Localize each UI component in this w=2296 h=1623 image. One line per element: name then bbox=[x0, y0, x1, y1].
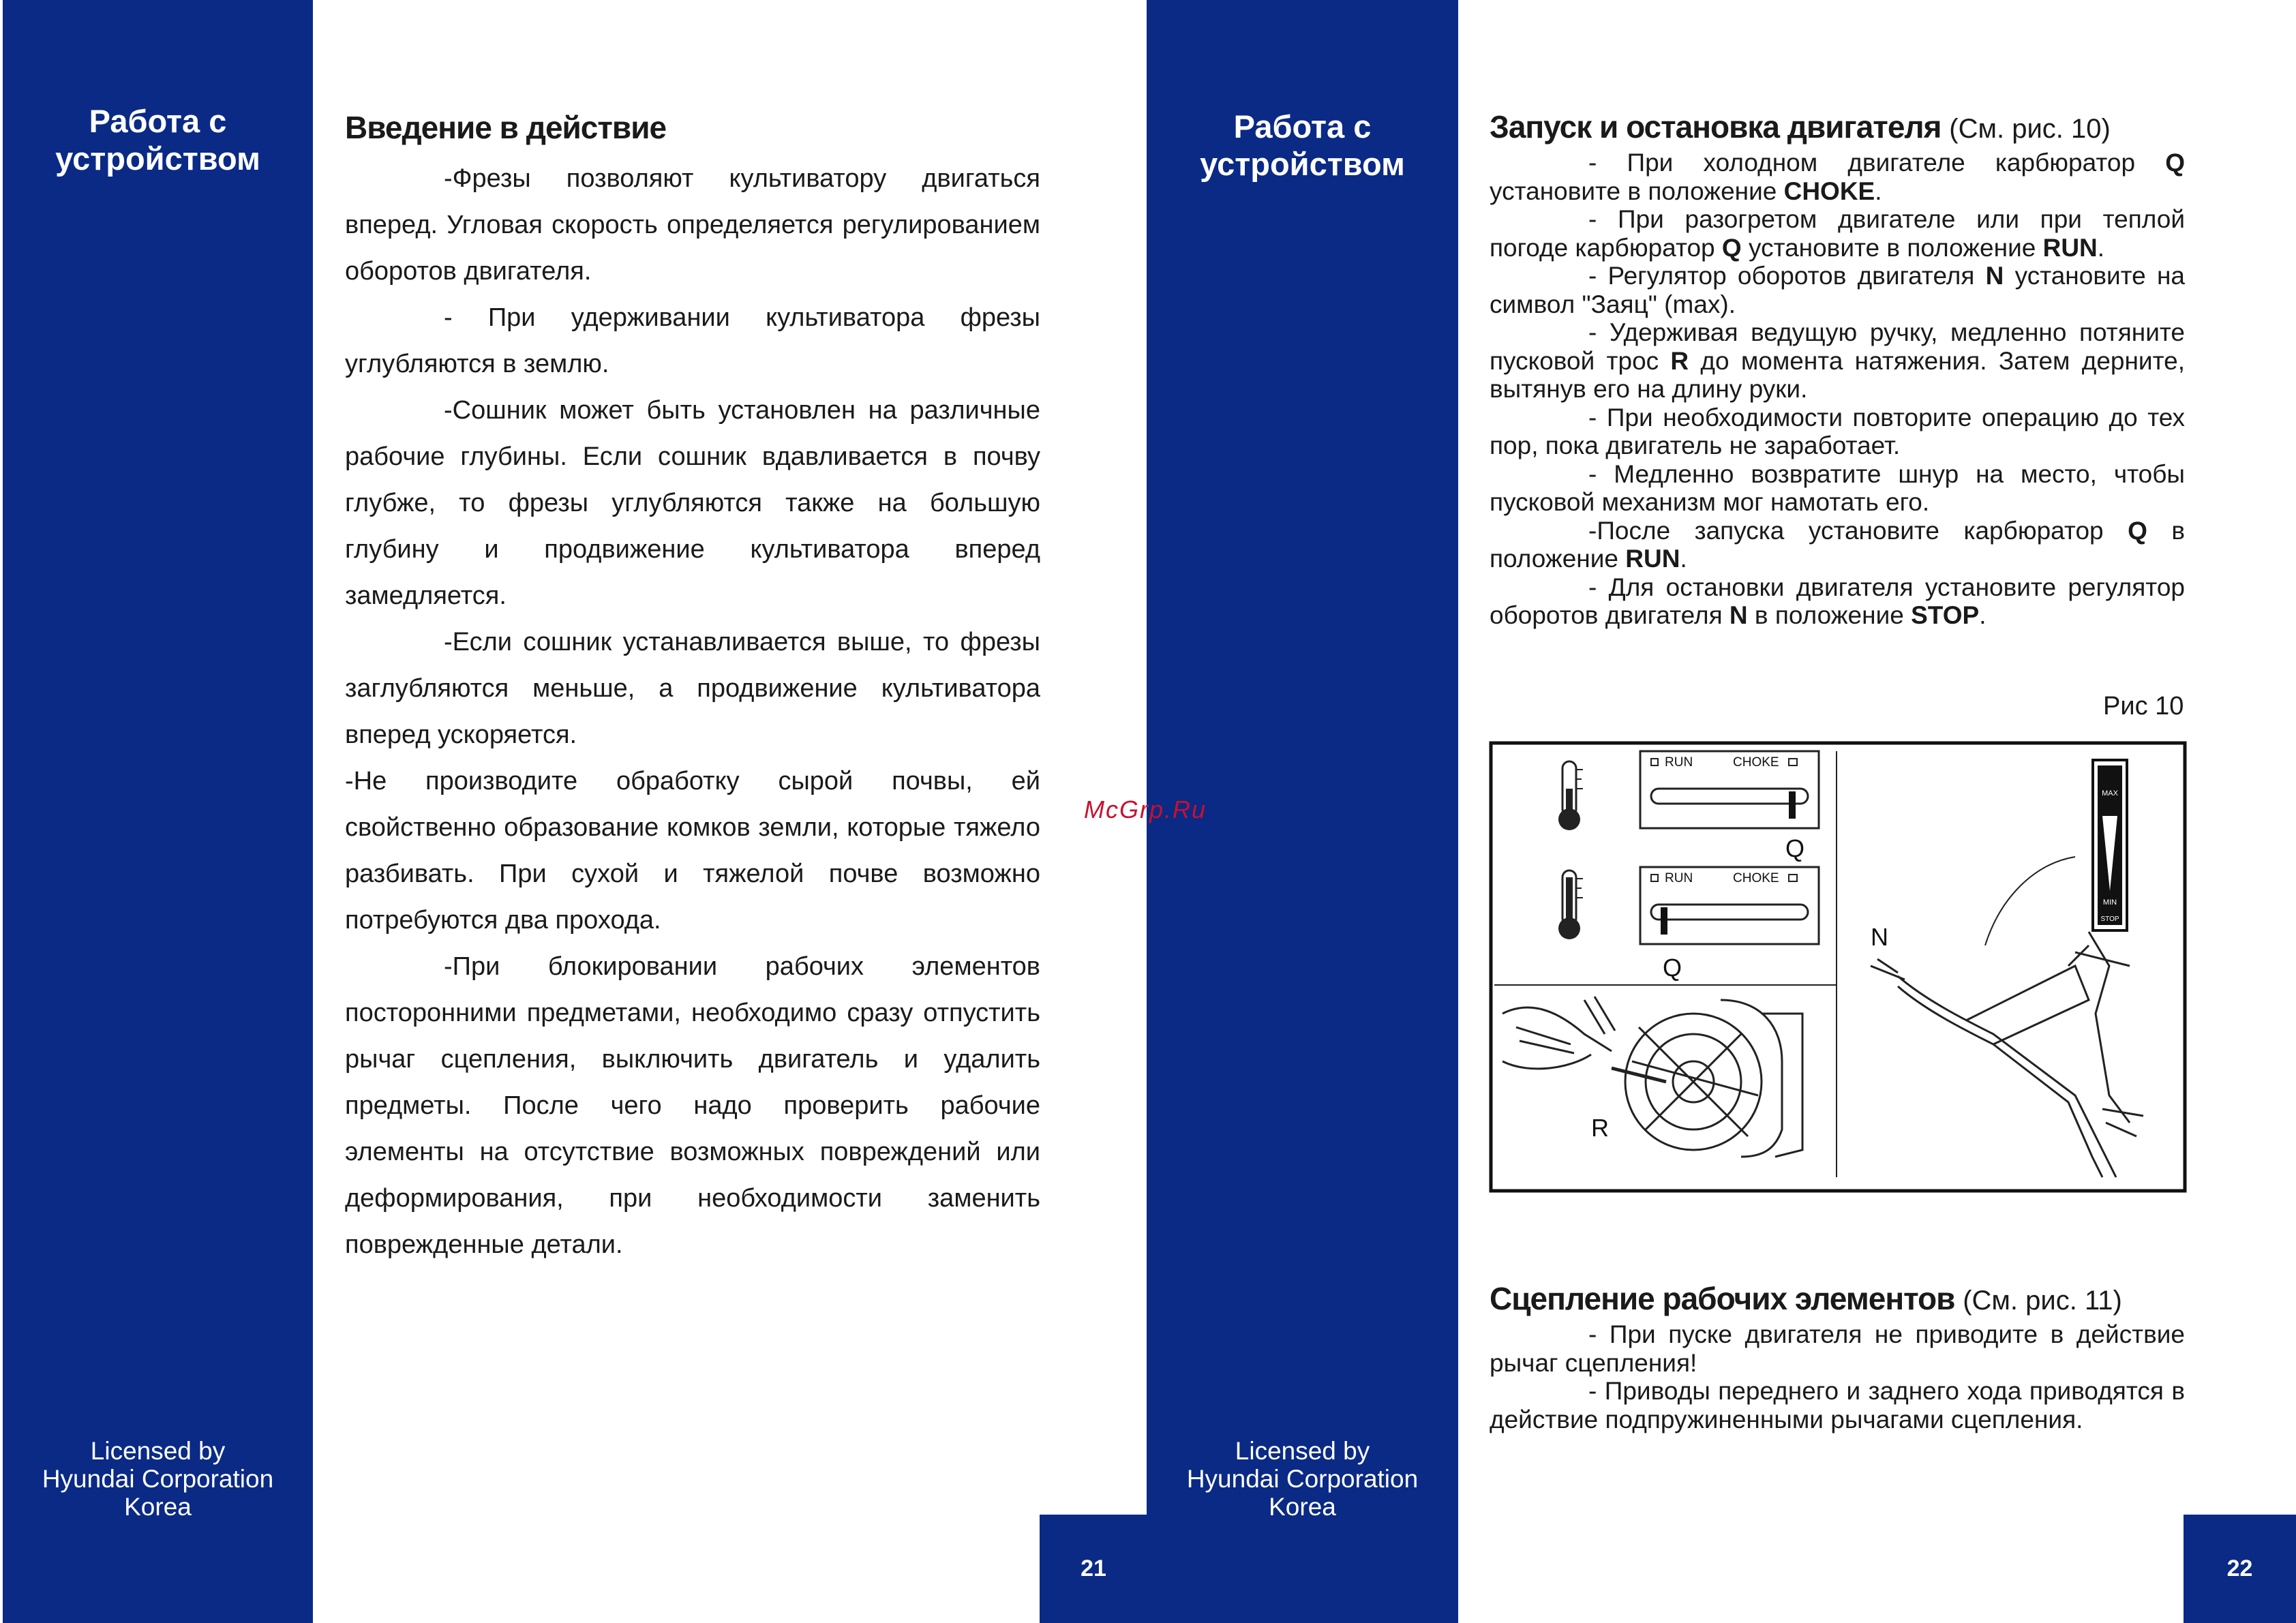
paragraph: -Фрезы позволяют культиватору двигаться вперед. Угловая скорость определяется регулированием оборотов двигателя. bbox=[345, 164, 1040, 286]
text: -После запуска установите карбюратор bbox=[1588, 516, 2128, 545]
text: в положение bbox=[1747, 601, 1912, 629]
paragraph bbox=[1490, 573, 2185, 630]
left-page-content bbox=[345, 109, 1040, 1268]
section-heading bbox=[1490, 107, 2185, 149]
figure-reference: (См. рис. 11) bbox=[1963, 1286, 2122, 1316]
run-label: RUN bbox=[1665, 871, 1693, 885]
section-engine-start bbox=[1490, 107, 2185, 630]
stop-label: STOP bbox=[2100, 915, 2119, 923]
paragraph bbox=[1490, 149, 2185, 205]
r-label: R bbox=[1591, 1114, 1609, 1142]
paragraph: -Если сошник устанавливается выше, то фрезы заглубляются меньше, а продвижение культиватора вперед ускоряется. bbox=[345, 628, 1040, 749]
section-heading: Введение в действие bbox=[345, 110, 667, 145]
paragraph: - При необходимости повторите операцию до тех пор, пока двигатель не заработает. bbox=[1490, 403, 2185, 459]
paragraph: - Приводы переднего и заднего хода приводятся в действие подпружиненными рычагами сцепления. bbox=[1490, 1377, 2185, 1434]
figure-10-illustration bbox=[1489, 741, 2187, 1193]
paragraph: - При пуске двигателя не приводите в действие рычаг сцепления! bbox=[1490, 1320, 2185, 1377]
paragraph: - Медленно возвратите шнур на место, чтобы пусковой механизм мог намотать его. bbox=[1490, 459, 2185, 516]
figure-reference: (См. рис. 10) bbox=[1949, 114, 2111, 144]
paragraph: - При удерживании культиватора фрезы углубляются в землю. bbox=[345, 303, 1040, 378]
text: - Регулятор оборотов двигателя bbox=[1588, 262, 1986, 290]
license-line: Hyundai Corporation bbox=[1186, 1465, 1419, 1493]
bold-term: Q bbox=[2128, 516, 2147, 545]
page-number-21: 21 bbox=[1040, 1515, 1147, 1623]
left-side-band bbox=[3, 0, 313, 1623]
text: . bbox=[1875, 177, 1882, 205]
paragraph: -При блокировании рабочих элементов посторонними предметами, необходимо сразу отпустить рычаг сцепления, выключить двигатель и удалить предметы. После чего надо проверить рабочие элементы на отсутствие возможных повреждений или деформирования, при необходимости заменить поврежденные детали. bbox=[345, 952, 1040, 1259]
choke-label: CHOKE bbox=[1733, 871, 1779, 885]
figure-label: Рис 10 bbox=[2103, 692, 2184, 721]
carburetor-panel-choke bbox=[1640, 751, 1819, 828]
left-corner-cutout bbox=[0, 1515, 3, 1623]
text: . bbox=[2097, 233, 2105, 262]
license-line: Licensed by bbox=[90, 1437, 226, 1465]
watermark: McGrp.Ru bbox=[1084, 795, 1207, 823]
text: в положение bbox=[1490, 516, 2186, 573]
left-license bbox=[3, 1437, 313, 1521]
text: до момента натяжения. Затем дерните, вытянув его на длину руки. bbox=[1490, 346, 2185, 403]
bold-term: STOP bbox=[1911, 601, 1980, 629]
right-side-title: Работа с устройством bbox=[1200, 108, 1405, 182]
q-label: Q bbox=[1785, 834, 1805, 862]
text: - Удерживая ведущую ручку, медленно потяните пусковой трос bbox=[1490, 318, 2185, 375]
heading-text: Сцепление рабочих элементов bbox=[1490, 1281, 1955, 1316]
license-line: Korea bbox=[1269, 1493, 1336, 1521]
carburetor-panel-run bbox=[1640, 867, 1819, 944]
bold-term: RUN bbox=[2042, 233, 2098, 262]
text: установите в положение bbox=[1490, 177, 1784, 205]
paragraph bbox=[1490, 262, 2185, 318]
paragraph: -Не производите обработку сырой почвы, ей свойственно образование комков земли, которые тяжело разбивать. При сухой и тяжелой почве возможно потребуются два прохода. bbox=[345, 767, 1040, 935]
q-label: Q bbox=[1663, 954, 1682, 982]
bold-term: CHOKE bbox=[1783, 177, 1875, 205]
text: установите на символ "Заяц" (max). bbox=[1490, 262, 2185, 318]
paragraph: -Сошник может быть установлен на различные рабочие глубины. Если сошник вдавливается в почву глубже, то фрезы углубляются также на большую глубину и продвижение культиватора вперед замедляется. bbox=[345, 396, 1040, 610]
paragraph bbox=[1490, 318, 2185, 404]
max-label: MAX bbox=[2102, 789, 2118, 798]
text: . bbox=[1979, 601, 1987, 629]
section-heading bbox=[1490, 1279, 2185, 1320]
choke-label: CHOKE bbox=[1733, 755, 1779, 770]
bold-term: R bbox=[1670, 346, 1689, 375]
text: - Для остановки двигателя установите регулятор оборотов двигателя bbox=[1490, 573, 2185, 629]
bold-term: Q bbox=[2165, 149, 2185, 177]
heading-text: Запуск и остановка двигателя bbox=[1490, 109, 1942, 145]
n-label: N bbox=[1871, 923, 1888, 951]
text: . bbox=[1680, 545, 1687, 573]
license-line: Hyundai Corporation bbox=[42, 1465, 274, 1493]
bold-term: Q bbox=[1721, 233, 1742, 262]
bold-term: N bbox=[1729, 601, 1748, 629]
paragraph bbox=[1490, 517, 2185, 573]
text: установите в положение bbox=[1741, 233, 2043, 262]
bold-term: N bbox=[1985, 262, 2004, 290]
text: - При разогретом двигателе или при теплой погоде карбюратор bbox=[1490, 205, 2185, 262]
min-label: MIN bbox=[2102, 898, 2117, 907]
license-line: Korea bbox=[124, 1493, 192, 1521]
text: - При холодном двигателе карбюратор bbox=[1588, 149, 2166, 177]
bold-term: RUN bbox=[1625, 545, 1680, 573]
left-side-title: Работа с устройством bbox=[55, 103, 260, 177]
right-license bbox=[1147, 1437, 1458, 1521]
page-number-22: 22 bbox=[2184, 1515, 2296, 1623]
license-line: Licensed by bbox=[1235, 1437, 1370, 1465]
paragraph bbox=[1490, 205, 2185, 262]
run-label: RUN bbox=[1665, 755, 1693, 770]
section-clutch bbox=[1490, 1279, 2185, 1434]
throttle-scale bbox=[2093, 760, 2127, 930]
